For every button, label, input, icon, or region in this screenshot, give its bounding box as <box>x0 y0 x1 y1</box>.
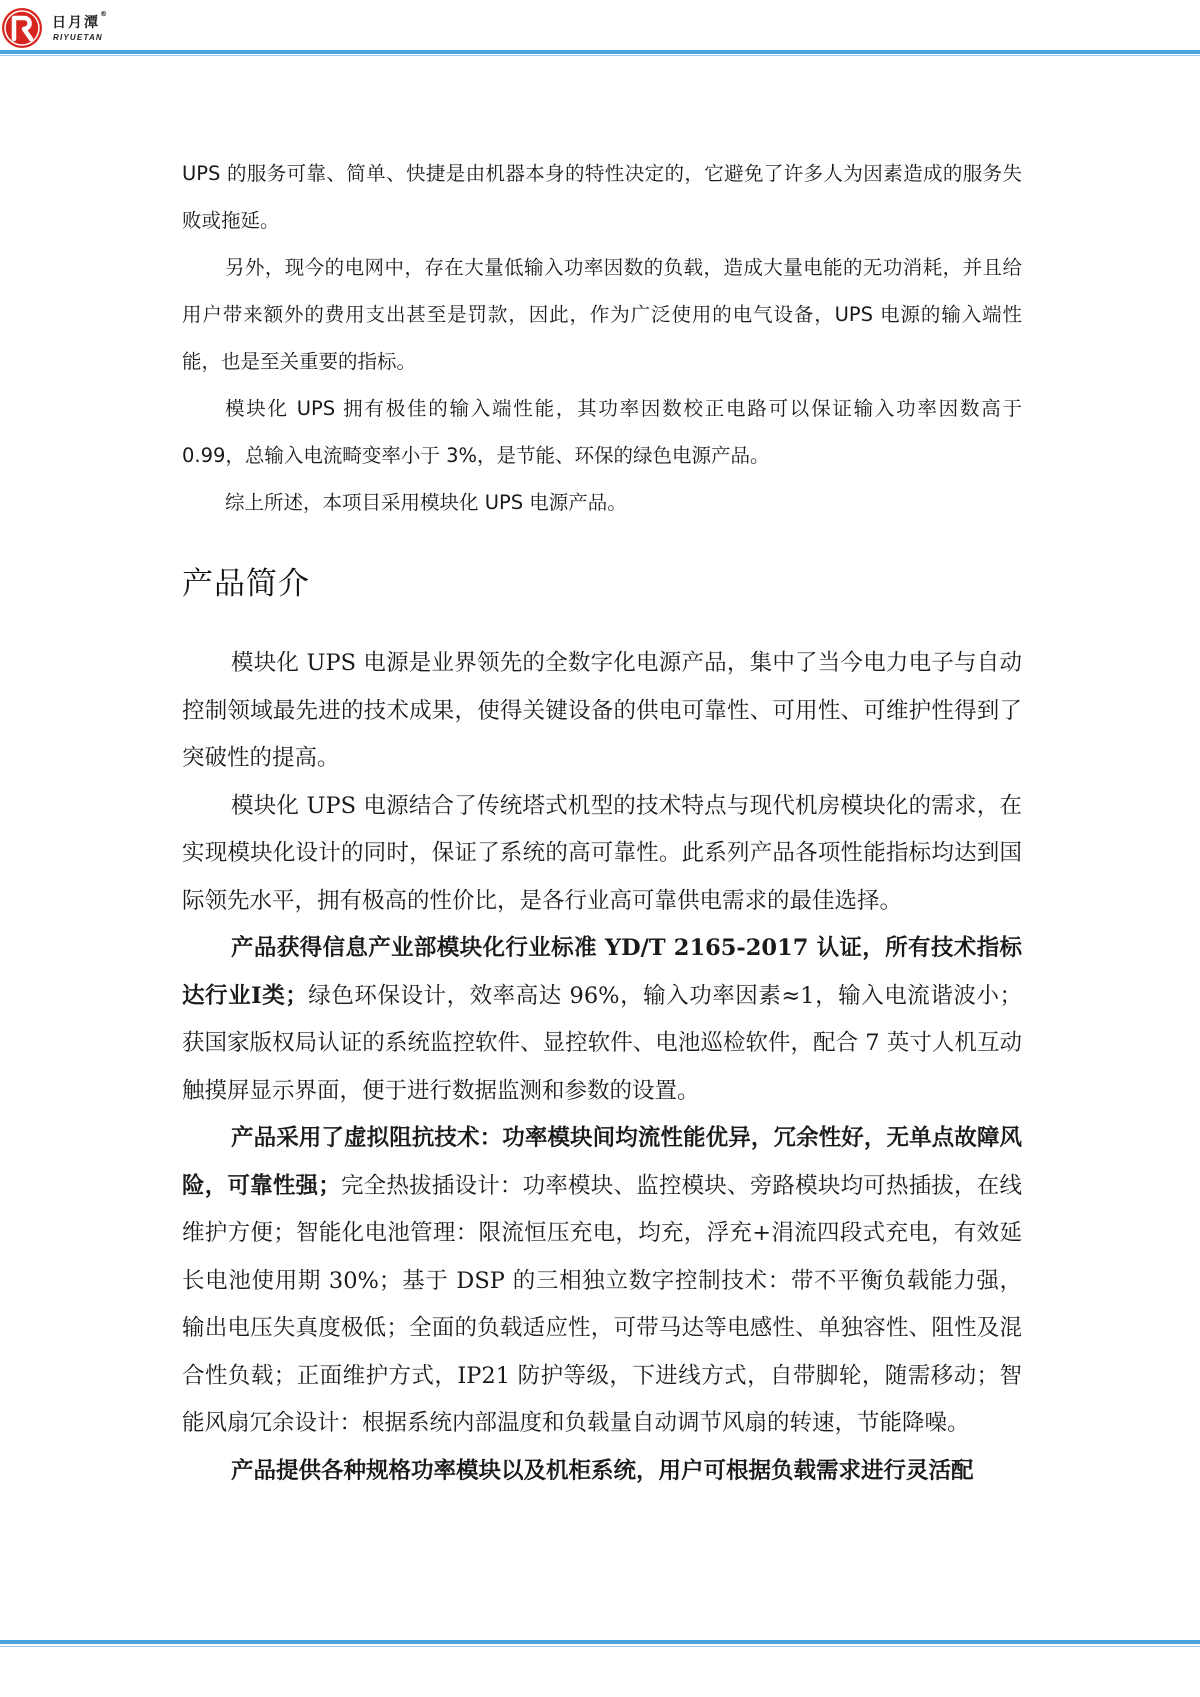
page-header <box>0 0 1200 60</box>
paragraph: 模块化 UPS 电源结合了传统塔式机型的技术特点与现代机房模块化的需求，在实现模块化设计的同时，保证了系统的高可靠性。此系列产品各项性能指标均达到国际领先水平，拥有极高的性价比，是各行业高可靠供电需求的最佳选择。 <box>182 792 1022 914</box>
paragraph: 模块化 UPS 电源是业界领先的全数字化电源产品，集中了当今电力电子与自动控制领域最先进的技术成果，使得关键设备的供电可靠性、可用性、可维护性得到了突破性的提高。 <box>182 650 1022 771</box>
logo-english-name: RIYUETAN <box>53 33 103 42</box>
header-divider-thin <box>0 55 1200 56</box>
logo-chinese-name: 日月潭® <box>52 10 107 31</box>
paragraph <box>182 1448 1022 1496</box>
header-divider <box>0 50 1200 54</box>
product-intro-block <box>182 640 1022 1495</box>
section-heading: 产品简介 <box>182 566 310 602</box>
bold-lead-text: 产品提供各种规格功率模块以及机柜系统，用户可根据负载需求进行灵活配 <box>231 1457 974 1484</box>
bold-lead-text: 产品获得信息产业部模块化行业标准 YD/T 2165-2017 认证，所有技术指标达行业Ⅰ类； <box>182 935 1022 1009</box>
paragraph: 综上所述，本项目采用模块化 UPS 电源产品。 <box>225 491 627 514</box>
footer-divider <box>0 1640 1200 1644</box>
logo-emblem-icon <box>0 6 46 52</box>
paragraph: 模块化 UPS 拥有极佳的输入端性能，其功率因数校正电路可以保证输入功率因数高于 0.99，总输入电流畸变率小于 3%，是节能、环保的绿色电源产品。 <box>182 397 1022 467</box>
bold-lead-text: 产品采用了虚拟阻抗技术：功率模块间均流性能优异，冗余性好，无单点故障风险，可靠性强； <box>182 1125 1022 1199</box>
paragraph: UPS 的服务可靠、简单、快捷是由机器本身的特性决定的，它避免了许多人为因素造成的服务失败或拖延。 <box>182 162 1022 232</box>
paragraph: 另外，现今的电网中，存在大量低输入功率因数的负载，造成大量电能的无功消耗，并且给用户带来额外的费用支出甚至是罚款，因此，作为广泛使用的电气设备，UPS 电源的输入端性能，也是至关重要的指标。 <box>182 256 1022 373</box>
footer-divider-thin <box>0 1646 1200 1647</box>
body-text: 完全热拔插设计：功率模块、监控模块、旁路模块均可热插拔，在线维护方便；智能化电池管理：限流恒压充电，均充，浮充+涓流四段式充电，有效延长电池使用期 30%；基于 DSP 的三相独立数字控制技术：带不平衡负载能力强，输出电压失真度极低；全面的负载适应性，可带马达等电感性、单独容性、阻性及混合性负载；正面维护方式，IP21 防护等级，下进线方式，自带脚轮，随需移动；智能风扇冗余设计：根据系统内部温度和负载量自动调节风扇的转速，节能降噪。 <box>182 1172 1022 1436</box>
company-logo <box>0 6 130 50</box>
intro-text-block <box>182 150 1022 526</box>
body-text: 绿色环保设计，效率高达 96%，输入功率因素≈1，输入电流谐波小；获国家版权局认证的系统监控软件、显控软件、电池巡检软件，配合 7 英寸人机互动触摸屏显示界面，便于进行数据监测和参数的设置。 <box>182 982 1022 1104</box>
paragraph <box>182 1115 1022 1448</box>
paragraph <box>182 925 1022 1115</box>
